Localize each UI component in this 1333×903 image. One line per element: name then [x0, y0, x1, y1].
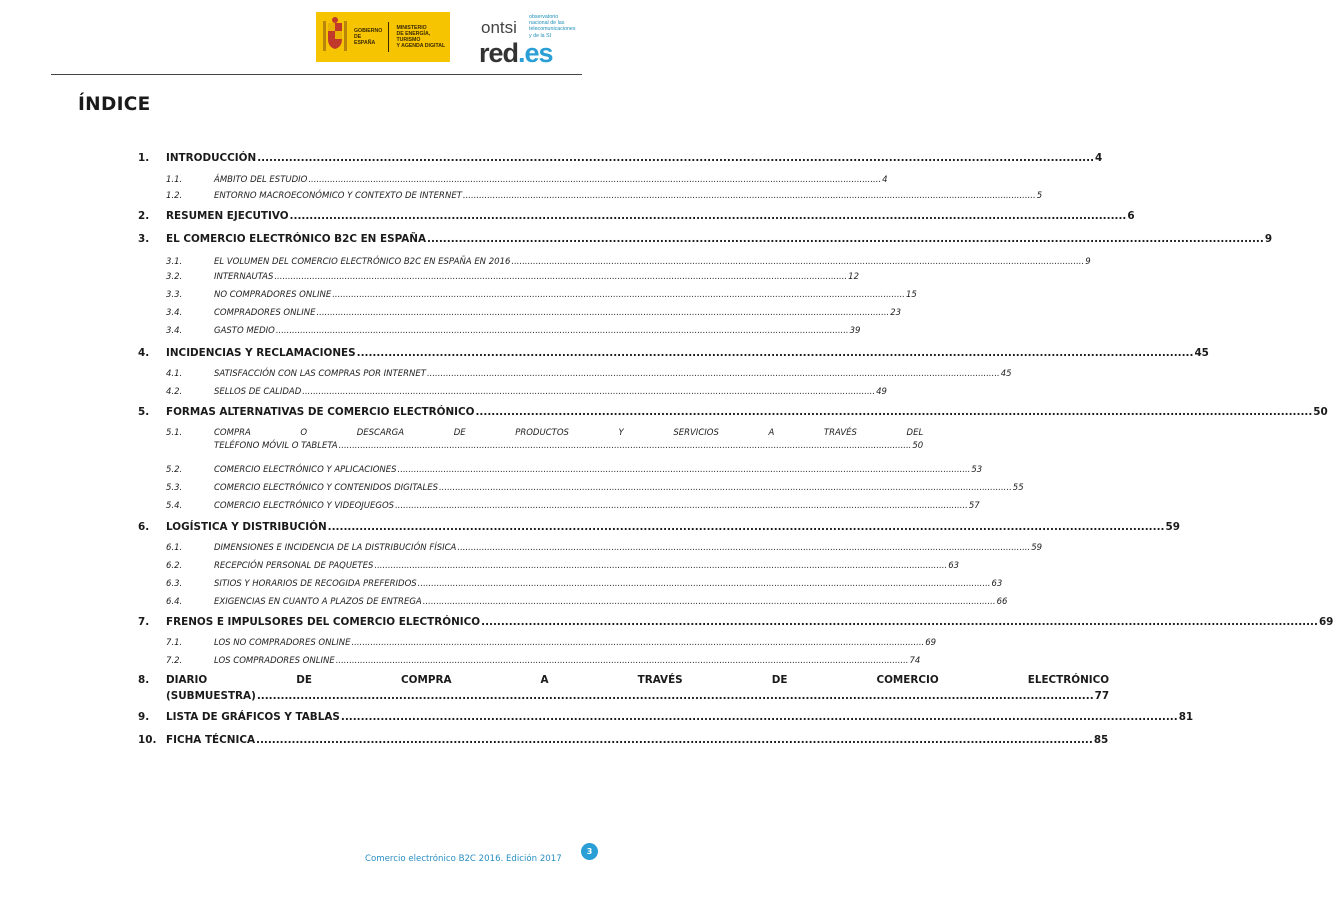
toc-title: SITIOS Y HORARIOS DE RECOGIDA PREFERIDOS — [214, 579, 417, 589]
toc-entry-4-1[interactable] — [166, 369, 1012, 379]
toc-entry-2[interactable] — [138, 210, 1135, 222]
toc-leader — [357, 347, 1194, 359]
toc-number: 6. — [138, 521, 150, 533]
toc-number: 6.2. — [166, 561, 183, 571]
header-divider — [51, 74, 582, 75]
toc-title: COMERCIO ELECTRÓNICO Y CONTENIDOS DIGITALES — [214, 483, 438, 493]
toc-leader — [418, 579, 991, 589]
toc-leader — [423, 597, 996, 607]
toc-entry-6-3[interactable] — [166, 579, 1003, 589]
toc-page: 5 — [1036, 191, 1043, 201]
toc-title: INTRODUCCIÓN — [166, 152, 257, 164]
toc-entry-8[interactable] — [138, 674, 1110, 702]
toc-entry-6-2[interactable] — [166, 561, 960, 571]
toc-title: SELLOS DE CALIDAD — [214, 387, 302, 397]
toc-number: 8. — [138, 674, 150, 686]
toc-entry-1[interactable] — [138, 152, 1103, 164]
toc-entry-7[interactable] — [138, 616, 1333, 628]
toc-entry-5[interactable] — [138, 406, 1328, 418]
toc-leader — [398, 465, 971, 475]
toc-page: 9 — [1085, 257, 1091, 267]
toc-page: 63 — [991, 579, 1003, 589]
toc-title: LOS NO COMPRADORES ONLINE — [214, 638, 351, 648]
toc-number: 10. — [138, 734, 157, 746]
toc-title: NO COMPRADORES ONLINE — [214, 290, 332, 300]
toc-page: 59 — [1165, 521, 1180, 533]
toc-page: 9 — [1264, 233, 1273, 245]
toc-title-line-2-row — [166, 690, 1109, 702]
toc-title: FORMAS ALTERNATIVAS DE COMERCIO ELECTRÓNICO — [166, 406, 475, 418]
toc-number: 7.2. — [166, 656, 183, 666]
toc-title: LOS COMPRADORES ONLINE — [214, 656, 335, 666]
toc-page: 4 — [1095, 152, 1103, 164]
toc-leader — [439, 483, 1012, 493]
toc-title: GASTO MEDIO — [214, 326, 275, 336]
toc-page: 50 — [912, 441, 924, 451]
government-logo-text: GOBIERNO DE ESPAÑA — [354, 28, 383, 46]
logo-divider — [388, 22, 389, 52]
ontsi-wordmark: ontsi — [481, 18, 517, 37]
toc-leader — [257, 690, 1094, 702]
toc-number: 3.4. — [166, 326, 183, 336]
toc-page: 50 — [1313, 406, 1328, 418]
toc-leader — [339, 441, 912, 451]
toc-leader — [341, 711, 1178, 723]
toc-number: 7. — [138, 616, 150, 628]
toc-entry-5-1[interactable] — [166, 428, 924, 451]
toc-number: 3. — [138, 233, 150, 245]
coat-of-arms-icon — [320, 15, 350, 59]
toc-number: 3.4. — [166, 308, 183, 318]
toc-entry-7-2[interactable] — [166, 656, 921, 666]
toc-entry-3-1[interactable] — [166, 257, 1091, 267]
redes-main: red — [479, 38, 519, 68]
toc-number: 4. — [138, 347, 150, 359]
toc-number: 7.1. — [166, 638, 183, 648]
toc-leader — [481, 616, 1318, 628]
toc-number: 1.2. — [166, 191, 183, 201]
toc-number: 3.2. — [166, 272, 183, 282]
toc-title: COMPRADORES ONLINE — [214, 308, 316, 318]
toc-number: 3.1. — [166, 257, 183, 267]
toc-page: 69 — [925, 638, 937, 648]
toc-title: FICHA TÉCNICA — [166, 734, 255, 746]
page-header — [0, 0, 638, 76]
toc-leader — [316, 308, 889, 318]
toc-leader — [463, 191, 1036, 201]
toc-leader — [336, 656, 909, 666]
toc-number: 4.1. — [166, 369, 183, 379]
toc-number: 4.2. — [166, 387, 183, 397]
toc-page: 66 — [996, 597, 1008, 607]
toc-number: 2. — [138, 210, 150, 222]
toc-entry-9[interactable] — [138, 711, 1194, 723]
toc-leader — [427, 233, 1264, 245]
toc-page: 4 — [882, 175, 888, 185]
toc-page: 45 — [1000, 369, 1012, 379]
toc-leader — [427, 369, 1000, 379]
toc-entry-5-3[interactable] — [166, 483, 1024, 493]
toc-entry-5-2[interactable] — [166, 465, 983, 475]
toc-entry-7-1[interactable] — [166, 638, 937, 648]
toc-leader — [276, 326, 849, 336]
toc-leader — [256, 734, 1093, 746]
toc-number: 6.3. — [166, 579, 183, 589]
toc-page: 81 — [1178, 711, 1194, 723]
toc-title-line-2: (SUBMUESTRA) — [166, 690, 256, 702]
toc-page: 69 — [1318, 616, 1333, 628]
toc-number: 3.3. — [166, 290, 183, 300]
toc-entry-6-1[interactable] — [166, 543, 1043, 553]
toc-page: 77 — [1094, 690, 1110, 702]
toc-title: LOGÍSTICA Y DISTRIBUCIÓN — [166, 521, 327, 533]
toc-entry-4[interactable] — [138, 347, 1209, 359]
toc-page: 63 — [948, 561, 960, 571]
toc-leader — [257, 152, 1094, 164]
toc-leader — [351, 638, 924, 648]
toc-title: EXIGENCIAS EN CUANTO A PLAZOS DE ENTREGA — [214, 597, 422, 607]
toc-entry-4-2[interactable] — [166, 387, 887, 397]
toc-page: 74 — [909, 656, 921, 666]
toc-number: 5.4. — [166, 501, 183, 511]
toc-page: 12 — [848, 272, 859, 282]
toc-leader — [302, 387, 875, 397]
toc-page: 57 — [968, 501, 980, 511]
toc-title: INCIDENCIAS Y RECLAMACIONES — [166, 347, 356, 359]
toc-page: 53 — [971, 465, 983, 475]
page-number-badge: 3 — [581, 843, 598, 860]
toc-title: COMERCIO ELECTRÓNICO Y APLICACIONES — [214, 465, 397, 475]
toc-entry-1-1[interactable] — [166, 175, 888, 185]
toc-leader — [308, 175, 881, 185]
redes-wordmark — [479, 38, 553, 69]
toc-entry-6-4[interactable] — [166, 597, 1008, 607]
toc-title-line-1: DIARIO DE COMPRA A TRAVÉS DE COMERCIO ELECTRÓNICO — [166, 674, 1110, 686]
toc-leader — [328, 521, 1165, 533]
toc-entry-10[interactable] — [138, 734, 1109, 746]
toc-leader — [332, 290, 905, 300]
toc-title: ENTORNO MACROECONÓMICO Y CONTEXTO DE INTERNET — [214, 191, 462, 201]
toc-leader — [374, 561, 947, 571]
toc-entry-6[interactable] — [138, 521, 1180, 533]
toc-leader — [290, 210, 1127, 222]
toc-number: 5.1. — [166, 428, 183, 438]
toc-entry-3[interactable] — [138, 233, 1273, 245]
toc-title: DIMENSIONES E INCIDENCIA DE LA DISTRIBUCIÓN FÍSICA — [214, 543, 457, 553]
toc-page: 59 — [1031, 543, 1043, 553]
toc-title-line-2: TELÉFONO MÓVIL O TABLETA — [214, 441, 338, 451]
toc-title: SATISFACCIÓN CON LAS COMPRAS POR INTERNET — [214, 369, 426, 379]
toc-page: 45 — [1194, 347, 1209, 359]
toc-number: 1. — [138, 152, 150, 164]
toc-title: COMERCIO ELECTRÓNICO Y VIDEOJUEGOS — [214, 501, 395, 511]
toc-title-block — [166, 674, 1109, 702]
toc-leader — [274, 272, 847, 282]
toc-title-block — [214, 428, 923, 451]
ontsi-redes-logo — [477, 10, 597, 68]
toc-entry-5-4[interactable] — [166, 501, 980, 511]
page-title: ÍNDICE — [78, 94, 151, 115]
toc-title: RESUMEN EJECUTIVO — [166, 210, 289, 222]
toc-page: 39 — [849, 326, 861, 336]
government-logo — [316, 12, 450, 62]
toc-entry-3-4a[interactable] — [166, 308, 902, 318]
toc-leader — [511, 257, 1084, 267]
toc-entry-3-2[interactable] — [166, 272, 859, 282]
toc-number: 5.2. — [166, 465, 183, 475]
toc-entry-3-3[interactable] — [166, 290, 917, 300]
toc-title: ÁMBITO DEL ESTUDIO — [214, 175, 308, 185]
toc-number: 5. — [138, 406, 150, 418]
toc-page: 6 — [1127, 210, 1135, 222]
toc-title: LISTA DE GRÁFICOS Y TABLAS — [166, 711, 340, 723]
toc-number: 6.4. — [166, 597, 183, 607]
toc-title: FRENOS E IMPULSORES DEL COMERCIO ELECTRÓNICO — [166, 616, 481, 628]
toc-title: EL COMERCIO ELECTRÓNICO B2C EN ESPAÑA — [166, 233, 427, 245]
toc-entry-3-4b[interactable] — [166, 326, 861, 336]
toc-page: 55 — [1012, 483, 1024, 493]
footer-document-title: Comercio electrónico B2C 2016. Edición 2017 — [365, 854, 562, 864]
toc-title: INTERNAUTAS — [214, 272, 274, 282]
ontsi-description: observatorio nacional de las telecomunicaciones y de la SI — [529, 14, 576, 39]
toc-page: 15 — [906, 290, 917, 300]
toc-title: EL VOLUMEN DEL COMERCIO ELECTRÓNICO B2C EN ESPAÑA EN 2016 — [214, 257, 511, 267]
toc-page: 23 — [890, 308, 902, 318]
toc-entry-1-2[interactable] — [166, 191, 1043, 201]
redes-suffix: .es — [518, 38, 553, 68]
toc-number: 9. — [138, 711, 150, 723]
toc-number: 5.3. — [166, 483, 183, 493]
toc-title: RECEPCIÓN PERSONAL DE PAQUETES — [214, 561, 374, 571]
toc-number: 6.1. — [166, 543, 183, 553]
toc-title-line-2-row — [214, 441, 923, 451]
toc-number: 1.1. — [166, 175, 183, 185]
toc-page: 85 — [1093, 734, 1109, 746]
toc-leader — [457, 543, 1030, 553]
toc-leader — [395, 501, 968, 511]
toc-page: 49 — [876, 387, 887, 397]
toc-title-line-1: COMPRA O DESCARGA DE PRODUCTOS Y SERVICIOS A TRAVÉS DEL — [214, 428, 924, 438]
toc-leader — [475, 406, 1312, 418]
ministry-logo-text: MINISTERIO DE ENERGÍA, TURISMO Y AGENDA DIGITAL — [396, 25, 446, 49]
